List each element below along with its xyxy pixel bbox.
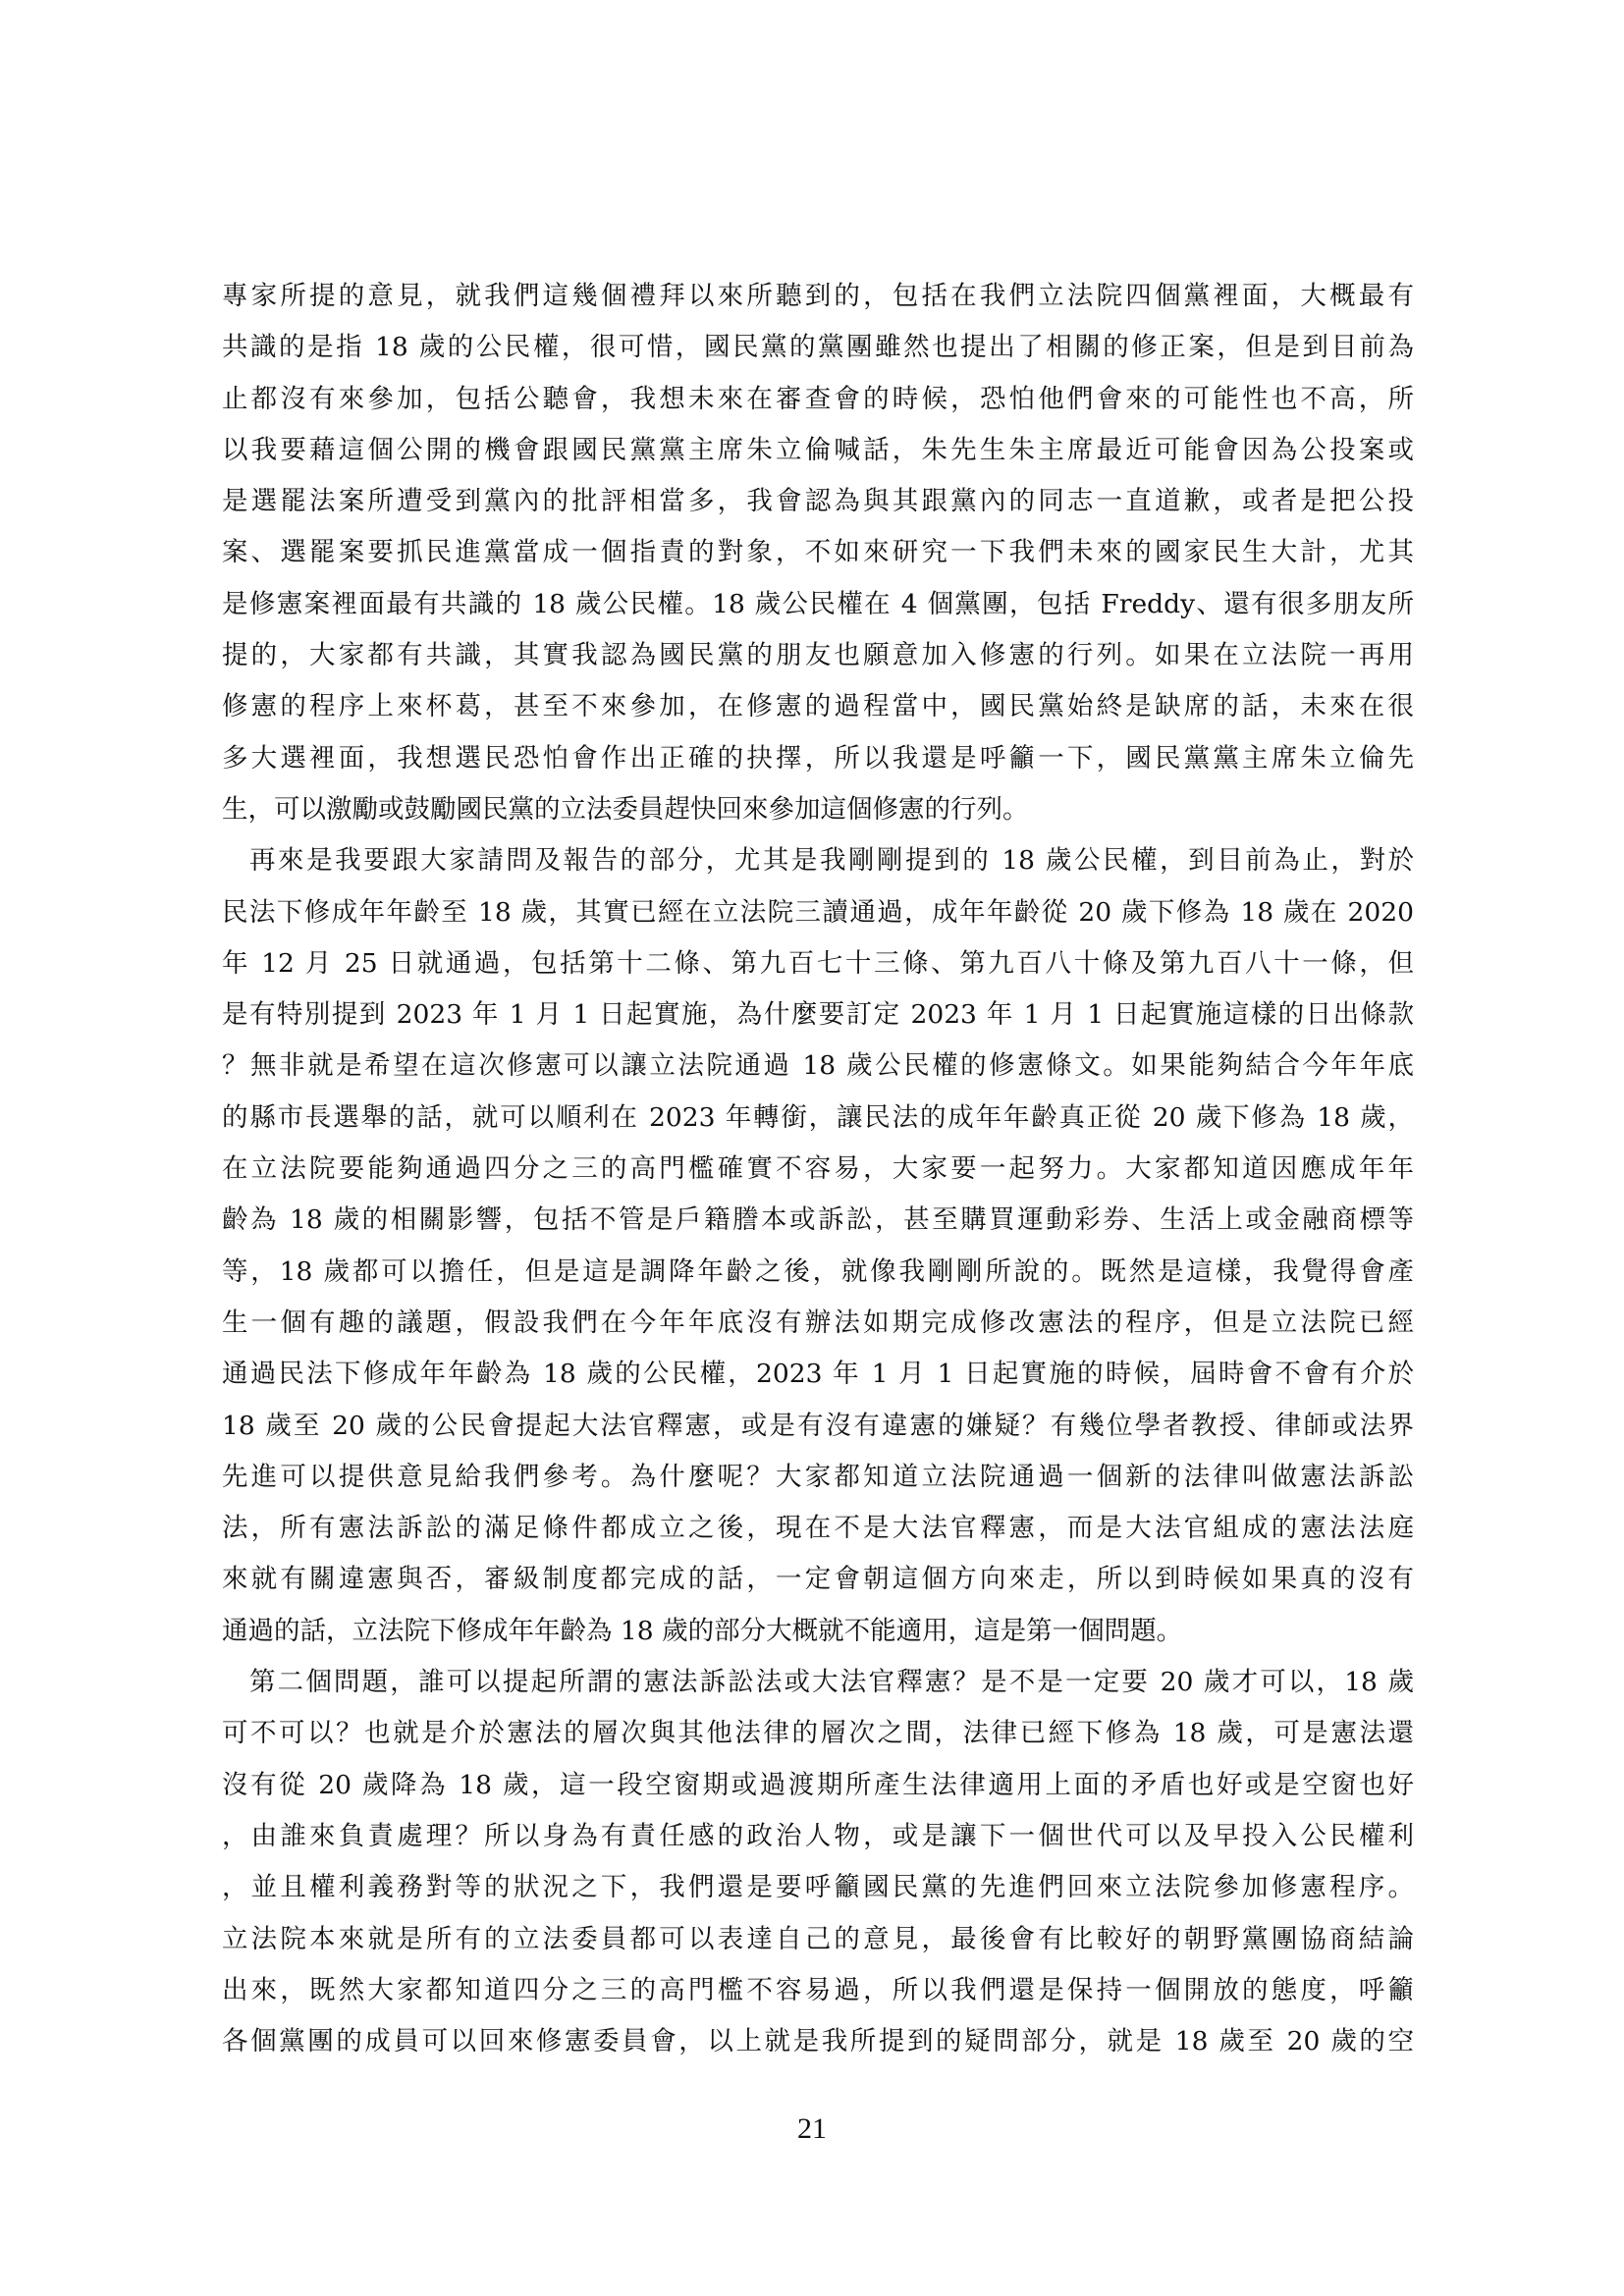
text-line: 生，可以激勵或鼓勵國民黨的立法委員趕快回來參加這個修憲的行列。 (222, 793, 1029, 825)
text-line: 民法下修成年年齡至 18 歲，其實已經在立法院三讀通過，成年年齡從 20 歲下修為 18 歲在 2020 (222, 896, 1414, 928)
text-line: ，並且權利義務對等的狀況之下，我們還是要呼籲國民黨的先進們回來立法院參加修憲程序。 (222, 1872, 1414, 1903)
text-line: 是選罷法案所遭受到黨內的批評相當多，我會認為與其跟黨內的同志一直道歉，或者是把公投 (222, 486, 1414, 517)
text-line: 第二個問題，誰可以提起所謂的憲法訴訟法或大法官釋憲？是不是一定要 20 歲才可以，18 歲 (249, 1667, 1414, 1698)
text-line: 來就有關違憲與否，審級制度都完成的話，一定會朝這個方向來走，所以到時候如果真的沒有 (222, 1564, 1414, 1595)
text-line: 以我要藉這個公開的機會跟國民黨黨主席朱立倫喊話，朱先生朱主席最近可能會因為公投案或 (222, 434, 1414, 465)
text-line: 多大選裡面，我想選民恐怕會作出正確的抉擇，所以我還是呼籲一下，國民黨黨主席朱立倫先 (222, 742, 1414, 774)
text-line: ，由誰來負責處理？所以身為有責任感的政治人物，或是讓下一個世代可以及早投入公民權利 (222, 1820, 1414, 1851)
text-line: 專家所提的意見，就我們這幾個禮拜以來所聽到的，包括在我們立法院四個黨裡面，大概最有 (222, 281, 1414, 311)
text-line: 生一個有趣的議題，假設我們在今年年底沒有辦法如期完成修改憲法的程序，但是立法院已經 (222, 1307, 1414, 1338)
text-line: 的縣市長選舉的話，就可以順利在 2023 年轉銜，讓民法的成年年齡真正從 20 歲下修為 18 歲， (222, 1101, 1414, 1133)
text-line: 是修憲案裡面最有共識的 18 歲公民權。18 歲公民權在 4 個黨團，包括 Freddy、還有很多朋友所 (222, 588, 1414, 619)
text-line: 先進可以提供意見給我們參考。為什麼呢？大家都知道立法院通過一個新的法律叫做憲法訴訟 (222, 1461, 1414, 1492)
text-line: 各個黨團的成員可以回來修憲委員會，以上就是我所提到的疑問部分，就是 18 歲至 20 歲的空 (222, 2026, 1414, 2057)
text-line: 共識的是指 18 歲的公民權，很可惜，國民黨的黨團雖然也提出了相關的修正案，但是到目前為 (222, 332, 1414, 363)
text-line: 18 歲至 20 歲的公民會提起大法官釋憲，或是有沒有違憲的嫌疑？有幾位學者教授、律師或法界 (222, 1410, 1414, 1441)
text-line: 止都沒有來參加，包括公聽會，我想未來在審查會的時候，恐怕他們會來的可能性也不高，所 (222, 383, 1414, 414)
text-line: 沒有從 20 歲降為 18 歲，這一段空窗期或過渡期所產生法律適用上面的矛盾也好或是空窗也好 (222, 1769, 1414, 1800)
text-line: 法，所有憲法訴訟的滿足條件都成立之後，現在不是大法官釋憲，而是大法官組成的憲法法庭 (222, 1513, 1414, 1544)
text-line: 是有特別提到 2023 年 1 月 1 日起實施，為什麼要訂定 2023 年 1 月 1 日起實施這樣的日出條款 (222, 999, 1414, 1031)
text-line: 提的，大家都有共識，其實我認為國民黨的朋友也願意加入修憲的行列。如果在立法院一再用 (222, 640, 1414, 671)
text-line: 案、選罷案要抓民進黨當成一個指責的對象，不如來研究一下我們未來的國家民生大計，尤其 (222, 537, 1414, 568)
text-line: 修憲的程序上來杯葛，甚至不來參加，在修憲的過程當中，國民黨始終是缺席的話，未來在很 (222, 691, 1414, 722)
text-line: 通過民法下修成年年齡為 18 歲的公民權，2023 年 1 月 1 日起實施的時候，屆時會不會有介於 (222, 1359, 1414, 1390)
text-line: 在立法院要能夠通過四分之三的高門檻確實不容易，大家要一起努力。大家都知道因應成年年 (222, 1153, 1414, 1185)
text-line: 年 12 月 25 日就通過，包括第十二條、第九百七十三條、第九百八十條及第九百八十一條，但 (222, 947, 1414, 979)
text-line: 通過的話，立法院下修成年年齡為 18 歲的部分大概就不能適用，這是第一個問題。 (222, 1615, 1183, 1646)
text-line: 立法院本來就是所有的立法委員都可以表達自己的意見，最後會有比較好的朝野黨團協商結論 (222, 1923, 1414, 1954)
text-line: ？無非就是希望在這次修憲可以讓立法院通過 18 歲公民權的修憲條文。如果能夠結合今年年底 (222, 1050, 1414, 1082)
text-line: 等，18 歲都可以擔任，但是這是調降年齡之後，就像我剛剛所說的。既然是這樣，我覺得會產 (222, 1255, 1414, 1287)
page-body-text (222, 271, 1414, 2067)
page-number: 21 (797, 2112, 827, 2145)
text-line: 再來是我要跟大家請問及報告的部分，尤其是我剛剛提到的 18 歲公民權，到目前為止，對於 (249, 845, 1414, 877)
text-line: 出來，既然大家都知道四分之三的高門檻不容易過，所以我們還是保持一個開放的態度，呼籲 (222, 1974, 1414, 2005)
text-line: 可不可以？也就是介於憲法的層次與其他法律的層次之間，法律已經下修為 18 歲，可是憲法還 (222, 1718, 1414, 1749)
text-line: 齡為 18 歲的相關影響，包括不管是戶籍謄本或訴訟，甚至購買運動彩券、生活上或金融商標等 (222, 1204, 1414, 1236)
